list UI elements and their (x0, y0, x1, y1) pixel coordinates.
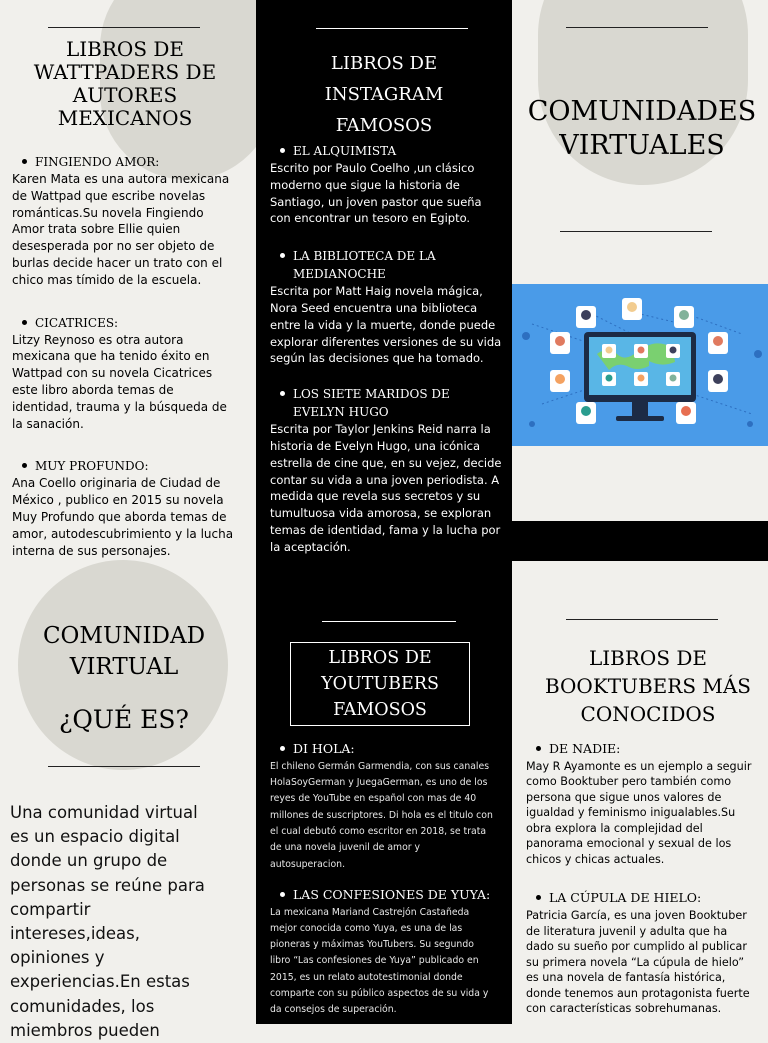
panel-instagram (256, 0, 512, 1024)
black-band (512, 521, 768, 561)
item-body: El chileno Germán Garmendia, con sus canales HolaSoyGerman y JuegaGerman, es uno de los reyes de YouTube en español con mas de 40 millones de suscriptores. Di hola es el titulo con el cual debutó como escritor en 2018, se trata de una novela juvenil de amor y autosuperacion. (270, 760, 493, 870)
instagram-list (270, 142, 502, 556)
item-title: LAS CONFESIONES DE YUYA: (293, 886, 491, 902)
list-item (270, 385, 502, 555)
divider (566, 27, 708, 28)
cover-title: COMUNIDADES VIRTUALES (527, 96, 757, 161)
bullet-icon (280, 148, 285, 153)
item-body: Escrita por Matt Haig novela mágica, Nora Seed encuentra una biblioteca entre la vida y la muerte, donde puede explorar diferentes versiones de su vida según las decisiones que ha tomado. (270, 284, 502, 366)
item-body: Litzy Reynoso es otra autora mexicana que ha tenido éxito en Wattpad con su novela Cicatrices este libro aborda temas de identidad, trauma y la búsqueda de la sanación. (12, 332, 227, 431)
divider (48, 766, 200, 767)
divider (560, 231, 712, 232)
booktubers-list (526, 740, 758, 1017)
bullet-icon (22, 159, 27, 164)
definition-text: Una comunidad virtual es un espacio digital donde un grupo de personas se reúne para compartir intereses,ideas, opiniones y experiencias.En estas comunidades, los miembros pueden (10, 803, 205, 1040)
list-item (12, 153, 237, 289)
panel-cover (512, 0, 768, 1024)
youtubers-list (270, 740, 496, 1019)
bullet-icon (22, 320, 27, 325)
item-body: Ana Coello originaria de Ciudad de México , publico en 2015 su novela Muy Profundo que aborda temas de amor, autodescubrimiento y la lucha interna de sus personajes. (12, 476, 234, 558)
bullet-icon (280, 253, 285, 258)
item-body: Patricia García, es una joven Booktuber de literatura juvenil y adulta que ha dado su sueño por cumplido al publicar su primera novela “La cúpula de hielo” es una novela de fantasía histórica, donde tenemos aun protagonista fuerte con características sobrehumanas. (526, 909, 750, 1015)
divider (566, 619, 718, 620)
section-heading-wattpad: LIBROS DE WATTPADERS DE AUTORES MEXICANOS (33, 37, 217, 130)
bullet-icon (280, 892, 285, 897)
bullet-icon (536, 895, 541, 900)
item-title: FINGIENDO AMOR: (35, 155, 160, 169)
section-heading-youtubers: LIBROS DE YOUTUBERS FAMOSOS (321, 648, 439, 720)
list-item (270, 247, 502, 367)
list-item (270, 142, 502, 227)
bullet-icon (22, 463, 27, 468)
list-item (526, 740, 758, 867)
item-title: MUY PROFUNDO: (35, 459, 149, 474)
que-es-title: ¿QUÉ ES? (59, 705, 189, 734)
item-title: DI HOLA: (293, 741, 355, 756)
item-title: CICATRICES: (35, 315, 119, 330)
item-title: DE NADIE: (549, 741, 621, 756)
bullet-icon (280, 746, 285, 751)
bullet-icon (280, 391, 285, 396)
item-title: LA BIBLIOTECA DE LA MEDIANOCHE (293, 249, 436, 282)
item-body: Karen Mata es una autora mexicana de Wattpad que escribe novelas románticas.Su novela Fingiendo Amor trata sobre Ellie quien desesperada por no ser objeto de burlas decide hacer un trato con el chico mas tímido de la escuela. (12, 172, 230, 287)
divider (322, 621, 456, 622)
item-title: LA CÚPULA DE HIELO: (549, 890, 702, 906)
section-heading-instagram: LIBROS DE INSTAGRAM FAMOSOS (324, 53, 444, 136)
network-monitor-icon (512, 284, 768, 446)
list-item (270, 886, 496, 1019)
virtual-community-illustration (512, 284, 768, 446)
list-item (12, 314, 237, 433)
item-title: LOS SIETE MARIDOS DE EVELYN HUGO (293, 387, 450, 420)
item-body: May R Ayamonte es un ejemplo a seguir como Booktuber pero también como persona que sigue unos valores de igualdad y feminismo inigualables.Su obra explora la complejidad del panorama emocional y sexual de los chicos y chicas actuales. (526, 759, 752, 866)
divider (48, 27, 200, 28)
item-title: EL ALQUIMISTA (293, 144, 397, 158)
list-item (270, 740, 496, 873)
list-item (526, 889, 758, 1016)
panel-wattpad (0, 0, 256, 1040)
divider (316, 28, 468, 29)
comunidad-virtual-title: COMUNIDAD VIRTUAL (42, 623, 206, 680)
item-body: Escrito por Paulo Coelho ,un clásico moderno que sigue la historia de Santiago, un joven pastor que sueña con encontrar un tesoro en Egipto. (270, 161, 482, 226)
item-body: Escrita por Taylor Jenkins Reid narra la historia de Evelyn Hugo, una icónica estrella de cine que, en su vejez, decide contar su vida a una joven periodista. A medida que revela sus secretos y su tumultuosa vida amorosa, se exploran temas de identidad, fama y la lucha por la aceptación. (270, 422, 502, 554)
list-item (12, 457, 237, 559)
section-heading-booktubers: LIBROS DE BOOKTUBERS MÁS CONOCIDOS (544, 646, 752, 726)
bullet-icon (536, 746, 541, 751)
item-body: La mexicana Mariand Castrejón Castañeda mejor conocida como Yuya, es una de las pioneras y máximas YouTubers. Su segundo libro “Las confesiones de Yuya” publicado en 2015, es un relato autotestimonial donde comparte con su público aspectos de su vida y da consejos de superación. (270, 906, 489, 1016)
wattpad-list (12, 153, 237, 559)
